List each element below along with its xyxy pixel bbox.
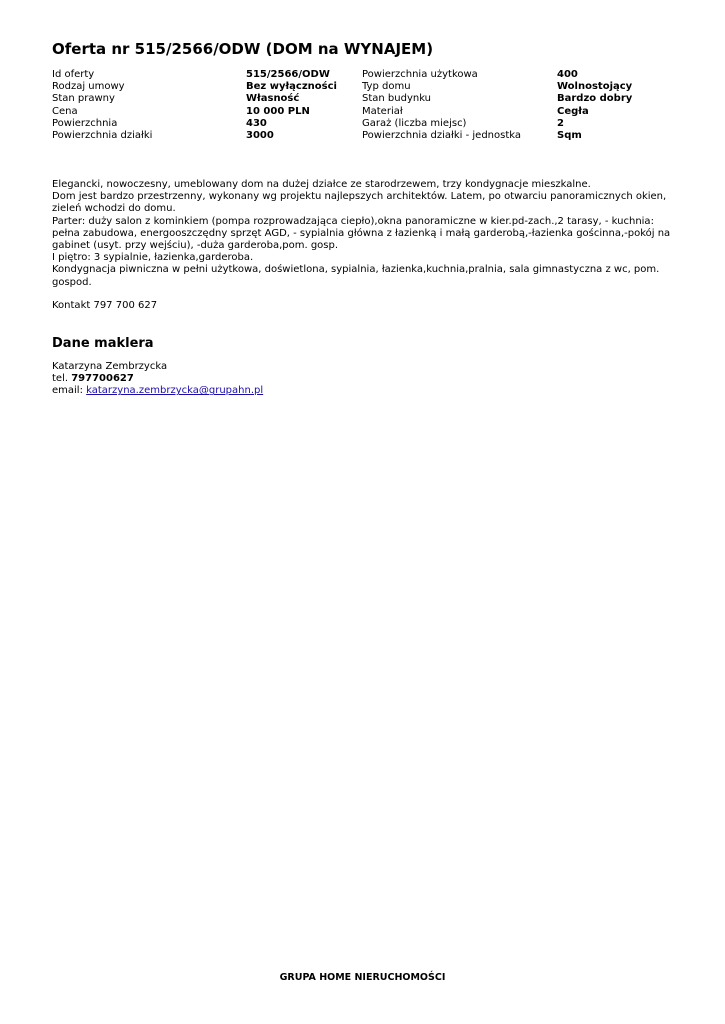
contact-line: Kontakt 797 700 627 bbox=[52, 300, 158, 311]
detail-label-contract-type: Rodzaj umowy bbox=[52, 81, 125, 93]
details-right-values bbox=[557, 69, 672, 142]
detail-label-house-type: Typ domu bbox=[362, 81, 411, 93]
detail-value-garage: 2 bbox=[557, 117, 564, 129]
detail-value-legal-status: Własność bbox=[246, 93, 300, 105]
detail-value-price: 10 000 PLN bbox=[246, 105, 310, 117]
detail-label-garage: Garaż (liczba miejsc) bbox=[362, 117, 467, 129]
offer-details bbox=[52, 69, 672, 149]
detail-label-material: Materiał bbox=[362, 105, 403, 117]
detail-label-offer-id: Id oferty bbox=[52, 69, 95, 80]
details-left-labels bbox=[52, 69, 242, 142]
agent-email-label: email: bbox=[52, 385, 83, 397]
agent-phone-label: tel. bbox=[52, 373, 69, 385]
detail-value-building-condition: Bardzo dobry bbox=[557, 93, 633, 105]
page-title: Oferta nr 515/2566/ODW (DOM na WYNAJEM) bbox=[52, 40, 434, 58]
description-paragraph: Elegancki, nowoczesny, umeblowany dom na dużej działce ze starodrzewem, trzy kondygnacje mieszkalne. bbox=[52, 179, 591, 190]
footer-brand: GRUPA HOME NIERUCHOMOŚCI bbox=[279, 972, 446, 983]
agent-section-heading: Dane maklera bbox=[52, 336, 154, 351]
detail-value-usable-area: 400 bbox=[557, 69, 578, 80]
details-right-labels bbox=[362, 69, 552, 142]
detail-label-legal-status: Stan prawny bbox=[52, 93, 115, 105]
description-paragraph: Dom jest bardzo przestrzenny, wykonany wg projektu najlepszych architektów. Latem, po otwarciu panoramicznych okien, zieleń wchodzi do domu. bbox=[52, 191, 667, 215]
detail-value-area: 430 bbox=[246, 117, 267, 129]
detail-label-area: Powierzchnia bbox=[52, 117, 118, 129]
detail-value-material: Cegła bbox=[557, 105, 589, 117]
agent-email-link[interactable]: katarzyna.zembrzycka@grupahn.pl bbox=[86, 385, 264, 397]
detail-value-house-type: Wolnostojący bbox=[557, 81, 633, 93]
agent-phone-line bbox=[52, 373, 672, 385]
detail-value-plot-area-unit: Sqm bbox=[557, 129, 582, 141]
detail-value-contract-type: Bez wyłączności bbox=[246, 81, 337, 93]
description-paragraph: Parter: duży salon z kominkiem (pompa rozprowadzająca ciepło),okna panoramiczne w kier.pd-zach.,2 tarasy, - kuchnia: pełna zabudowa, energooszczędny sprzęt AGD, - sypialnia główna z łazienką i małą garderobą,-łazienka gościnna,-pokój na gabinet (usyt. przy wejściu), -duża garderoba,pom. gosp. bbox=[52, 215, 671, 252]
agent-phone: 797700627 bbox=[71, 373, 134, 385]
detail-label-building-condition: Stan budynku bbox=[362, 93, 432, 105]
detail-label-price: Cena bbox=[52, 105, 78, 117]
description-paragraph: Kondygnacja piwniczna w pełni użytkowa, doświetlona, sypialnia, łazienka,kuchnia,pralnia, sala gimnastyczna z wc, pom. gospod. bbox=[52, 264, 660, 288]
offer-description bbox=[52, 179, 672, 289]
detail-value-offer-id: 515/2566/ODW bbox=[246, 69, 330, 80]
description-paragraph: I piętro: 3 sypialnie, łazienka,garderoba. bbox=[52, 252, 254, 264]
detail-value-plot-area: 3000 bbox=[246, 129, 274, 141]
detail-label-usable-area: Powierzchnia użytkowa bbox=[362, 69, 478, 80]
agent-email-line bbox=[52, 385, 672, 397]
detail-label-plot-area-unit: Powierzchnia działki - jednostka bbox=[362, 129, 522, 141]
agent-name: Katarzyna Zembrzycka bbox=[52, 361, 168, 372]
details-left-values bbox=[246, 69, 362, 142]
agent-details bbox=[52, 361, 672, 398]
detail-label-plot-area: Powierzchnia działki bbox=[52, 129, 153, 141]
